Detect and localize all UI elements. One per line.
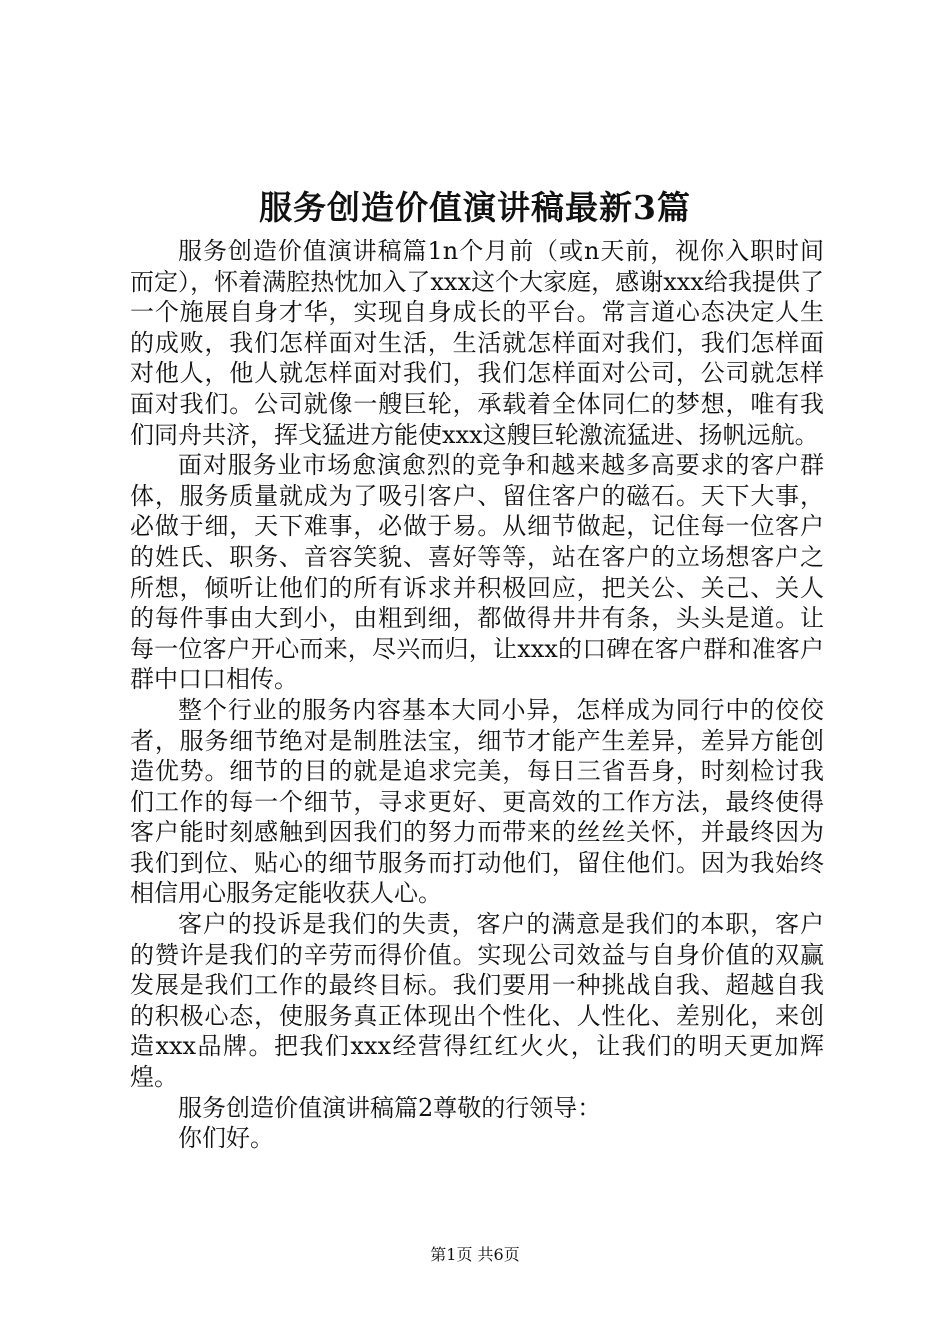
paragraph: 你们好。	[178, 1124, 274, 1153]
paragraph: 服务创造价值演讲稿篇1n个月前（或n天前，视你入职时间而定），怀着满腔热忱加入了xxx这个大家庭，感谢xxx给我提供了一个施展自身才华，实现自身成长的平台。常言道心态决定人生的成败，我们怎样面对生活，生活就怎样面对我们，我们怎样面对他人，他人就怎样面对我们，我们怎样面对公司，公司就怎样面对我们。公司就像一艘巨轮，承载着全体同仁的梦想，唯有我们同舟共济，挥戈猛进方能使xxx这艘巨轮激流猛进、扬帆远航。	[130, 237, 824, 449]
paragraph: 整个行业的服务内容基本大同小异，怎样成为同行中的佼佼者，服务细节绝对是制胜法宝，细节才能产生差异，差异方能创造优势。细节的目的就是追求完美，每日三省吾身，时刻检讨我们工作的每一个细节，寻求更好、更高效的工作方法，最终使得客户能时刻感触到因我们的努力而带来的丝丝关怀，并最终因为我们到位、贴心的细节服务而打动他们，留住他们。因为我始终相信用心服务定能收获人心。	[130, 695, 824, 908]
paragraph: 面对服务业市场愈演愈烈的竞争和越来越多高要求的客户群体，服务质量就成为了吸引客户、留住客户的磁石。天下大事，必做于细，天下难事，必做于易。从细节做起，记住每一位客户的姓氏、职务、音容笑貌、喜好等等，站在客户的立场想客户之所想，倾听让他们的所有诉求并积极回应，把关公、关己、关人的每件事由大到小，由粗到细，都做得井井有条，头头是道。让每一位客户开心而来，尽兴而归，让xxx的口碑在客户群和准客户群中口口相传。	[130, 451, 824, 694]
document-title: 服务创造价值演讲稿最新3篇	[259, 188, 691, 227]
document-body	[130, 236, 824, 1154]
paragraph: 服务创造价值演讲稿篇2尊敬的行领导：	[178, 1093, 602, 1122]
paragraph: 客户的投诉是我们的失责，客户的满意是我们的本职，客户的赞许是我们的辛劳而得价值。实现公司效益与自身价值的双赢发展是我们工作的最终目标。我们要用一种挑战自我、超越自我的积极心态，使服务真正体现出个性化、人性化、差别化，来创造xxx品牌。把我们xxx经营得红红火火，让我们的明天更加辉煌。	[130, 910, 824, 1092]
page-number-footer: 第1页 共6页	[430, 1245, 520, 1264]
